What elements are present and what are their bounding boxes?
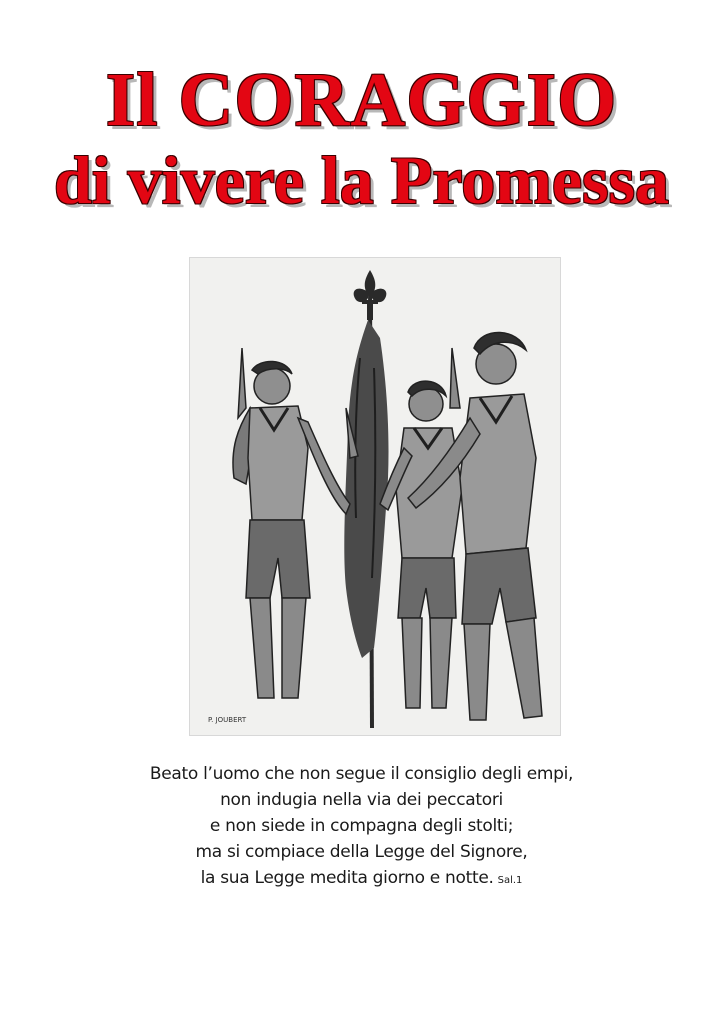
psalm-quote xyxy=(0,761,723,894)
psalm-line-4: ma si compiace della Legge del Signore, xyxy=(195,842,528,862)
psalm-line-5: la sua Legge medita giorno e notte. xyxy=(200,868,494,888)
title-line-1: Il CORAGGIO xyxy=(105,58,618,142)
scout-promise-illustration xyxy=(189,257,561,736)
psalm-reference: Sal.1 xyxy=(497,875,523,886)
artist-signature: P. JOUBERT xyxy=(208,716,247,724)
psalm-line-2: non indugia nella via dei peccatori xyxy=(220,790,503,810)
title-line-2: di vivere la Promessa xyxy=(53,142,670,218)
psalm-line-5-wrapper xyxy=(0,865,723,894)
psalm-line-3: e non siede in compagna degli stolti; xyxy=(209,816,514,836)
psalm-line-1: Beato l’uomo che non segue il consiglio degli empi, xyxy=(149,764,574,784)
scout-promise-drawing xyxy=(190,258,560,735)
